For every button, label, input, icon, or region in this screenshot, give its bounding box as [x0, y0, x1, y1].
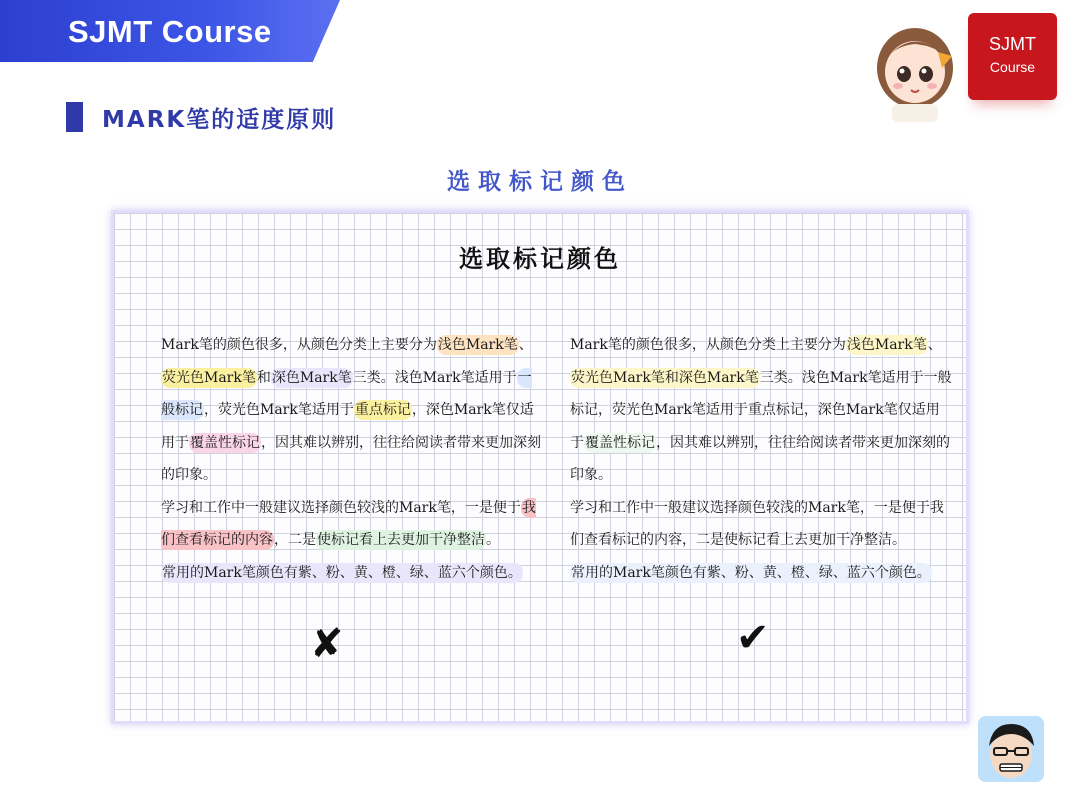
highlight-lavender: 常用的Mark笔颜色有紫、粉、黄、橙、绿、蓝六个颜色。	[162, 564, 522, 581]
highlight-yellow: 重点标记	[354, 402, 411, 418]
highlight-pale-blue: 常用的Mark笔颜色有紫、粉、黄、橙、绿、蓝六个颜色。	[571, 564, 931, 581]
subtitle: 选取标记颜色	[447, 169, 633, 195]
cartoon-girl-avatar	[868, 10, 962, 122]
section-marker	[66, 102, 83, 132]
text: ，因其难以辨别，往往给阅读者带来更加深刻的印象。	[570, 434, 950, 483]
text: 。	[486, 532, 500, 548]
highlight-pale-yellow: 浅色Mark笔	[846, 337, 927, 353]
logo-line2: Course	[989, 59, 1036, 75]
wrong-example-column	[161, 329, 543, 589]
highlight-pale-yellow: 荧光色Mark笔和深色Mark笔	[571, 369, 759, 386]
text: ，荧光色Mark笔适用于	[204, 402, 354, 418]
text: Mark笔的颜色很多，从颜色分类上主要分为	[570, 337, 846, 353]
text: ，深色Mark笔仅适用于	[161, 402, 534, 451]
highlight-orange: 浅色Mark笔	[437, 337, 518, 353]
grid-paper-panel	[111, 210, 969, 724]
highlight-pink: 覆盖性标记	[190, 434, 260, 451]
left-paragraph-3	[161, 557, 543, 590]
text: 三类。浅色Mark笔适用于一般标记，荧光色Mark笔适用于重点标记，深色Mark笔仅适用于	[570, 369, 952, 451]
right-example-column	[570, 329, 952, 589]
text: ，二是	[274, 532, 316, 548]
section-title: MARK笔的适度原则	[102, 107, 337, 133]
left-paragraph-1	[161, 329, 543, 492]
highlight-lavender: 深色Mark笔	[271, 369, 352, 386]
highlight-blue: 一般标记	[161, 369, 532, 418]
cartoon-man-avatar	[978, 716, 1044, 782]
text: 、	[927, 337, 942, 353]
text: 学习和工作中一般建议选择颜色较浅的Mark笔，一是便于我们查看标记的内容，二是使标记看上去更加干净整洁。	[570, 499, 944, 548]
cross-icon: ✘	[310, 621, 344, 667]
logo-line1: SJMT	[989, 34, 1036, 54]
text: Mark笔的颜色很多，从颜色分类上主要分为	[161, 337, 437, 353]
highlight-red: 我们查看标记的内容	[161, 499, 536, 548]
right-paragraph-3	[570, 557, 952, 590]
banner-title: SJMT Course	[68, 14, 272, 49]
check-icon: ✔	[736, 615, 770, 661]
highlight-pale-green: 覆盖性标记	[585, 434, 655, 451]
text: ，因其难以辨别，往往给阅读者带来更加深刻的印象。	[161, 434, 541, 483]
text: 学习和工作中一般建议选择颜色较浅的Mark笔，一是便于	[161, 499, 521, 516]
text: 和	[256, 369, 271, 386]
highlight-yellow: 荧光色Mark笔	[162, 369, 256, 386]
highlight-green: 使标记看上去更加干净整洁	[317, 532, 485, 548]
left-paragraph-2	[161, 492, 543, 557]
text: 、	[518, 337, 533, 353]
right-paragraph-2	[570, 492, 952, 557]
sjmt-logo	[968, 13, 1057, 100]
right-paragraph-1	[570, 329, 952, 492]
text: 三类。浅色Mark笔适用于	[352, 369, 517, 386]
panel-title: 选取标记颜色	[455, 239, 625, 274]
